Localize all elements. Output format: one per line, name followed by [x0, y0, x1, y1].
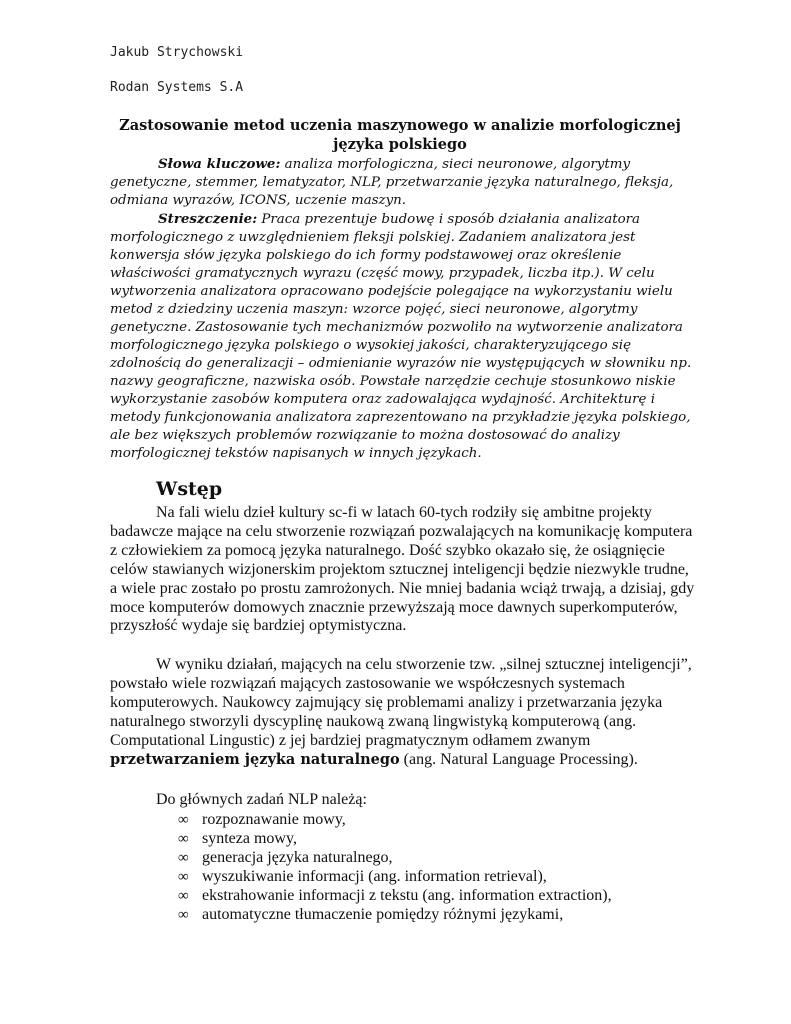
infinity-bullet-icon: ∞	[178, 868, 189, 885]
intro-paragraph-2	[110, 656, 695, 769]
list-item-text: automatyczne tłumaczenie pomiędzy różnymi językami,	[202, 905, 564, 923]
paper-title: Zastosowanie metod uczenia maszynowego w analizie morfologicznej języka polskiego	[119, 117, 681, 153]
infinity-bullet-icon: ∞	[178, 887, 189, 904]
abstract-label: Streszczenie:	[158, 211, 258, 227]
company-name: Rodan Systems S.A	[110, 80, 244, 95]
list-item	[178, 868, 612, 887]
para2-text-start: W wyniku działań, mających na celu stworzenie tzw. „silnej sztucznej inteligencji”, powstało wiele rozwiązań mających zastosowanie we współczesnych systemach komputerowych. Naukowcy zajmujący się problemami analizy i przetwarzania języka naturalnego stworzyli dyscyplinę naukową zwaną lingwistyką komputerową (ang. Computational Lingustic) z jej bardziej pragmatycznym odłamem zwanym	[110, 656, 692, 749]
list-item-text: synteza mowy,	[202, 829, 297, 847]
keywords-label: Słowa kluczowe:	[158, 156, 281, 172]
intro-paragraph-1: Na fali wielu dzieł kultury sc-fi w latach 60-tych rodziły się ambitne projekty badawcze mające na celu stworzenie rozwiązań pozwalających na komunikację komputera z człowiekiem za pomocą języka naturalnego. Dość szybko okazało się, że osiągnięcie celów stawianych wizjonerskim projektom sztucznej inteligencji będzie niezwykle trudne, a wiele prac zostało po prostu zamrożonych. Nie mniej badania wciąż trwają, a dzisiaj, gdy moce komputerów domowych znacznie przewyższają moce dawnych superkomputerów, przyszłość wydaje się bardziej optymistyczna.	[110, 504, 695, 635]
infinity-bullet-icon: ∞	[178, 849, 189, 866]
list-item-text: ekstrahowanie informacji z tekstu (ang. information extraction),	[202, 886, 612, 904]
infinity-bullet-icon: ∞	[178, 830, 189, 847]
list-item-text: generacja języka naturalnego,	[202, 848, 393, 866]
nlp-term: przetwarzaniem języka naturalnego	[110, 750, 400, 768]
nlp-task-list	[178, 811, 612, 924]
list-item	[178, 906, 612, 925]
list-item	[178, 887, 612, 906]
tasks-intro: Do głównych zadań NLP należą:	[156, 791, 367, 808]
para2-text-end: (ang. Natural Language Processing).	[399, 750, 638, 768]
list-item	[178, 849, 612, 868]
list-item	[178, 811, 612, 830]
abstract-block	[110, 210, 695, 463]
keywords-block	[110, 155, 695, 210]
abstract-text: Praca prezentuje budowę i sposób działania analizatora morfologicznego z uwzględnieniem fleksji polskiej. Zadaniem analizatora jest konwersja słów języka polskiego do ich formy podstawowej oraz określenie właściwości gramatycznych wyrazu (część mowy, przypadek, liczba itp.). W celu wytworzenia analizatora opracowano podejście polegające na wykorzystaniu wielu metod z dziedziny uczenia maszyn: wzorce pojęć, sieci neuronowe, algorytmy genetyczne. Zastosowanie tych mechanizmów pozwoliło na wytworzenie analizatora morfologicznego języka polskiego o wysokiej jakości, charakteryzującego się zdolnością do generalizacji – odmienianie wyrazów nie występujących w słowniku np. nazwy geograficzne, nazwiska osób. Powstałe narzędzie cechuje stosunkowo niskie wykorzystanie zasobów komputera oraz zadowalająca wydajność. Architekturę i metody funkcjonowania analizatora zaprezentowano na przykładzie języka polskiego, ale bez większych problemów rozwiązanie to można dostosować do analizy morfologicznej tekstów napisanych w innych językach.	[110, 212, 692, 461]
list-item-text: rozpoznawanie mowy,	[202, 811, 346, 828]
list-item	[178, 830, 612, 849]
section-heading: Wstęp	[156, 478, 223, 500]
author-name: Jakub Strychowski	[110, 45, 244, 60]
infinity-bullet-icon: ∞	[178, 812, 189, 828]
infinity-bullet-icon: ∞	[178, 906, 189, 923]
keywords-text: analiza morfologiczna, sieci neuronowe, algorytmy genetyczne, stemmer, lematyzator, NLP, przetwarzanie języka naturalnego, fleksja, odmiana wyrazów, ICONS, uczenie maszyn.	[110, 157, 674, 208]
list-item-text: wyszukiwanie informacji (ang. information retrieval),	[202, 867, 547, 885]
